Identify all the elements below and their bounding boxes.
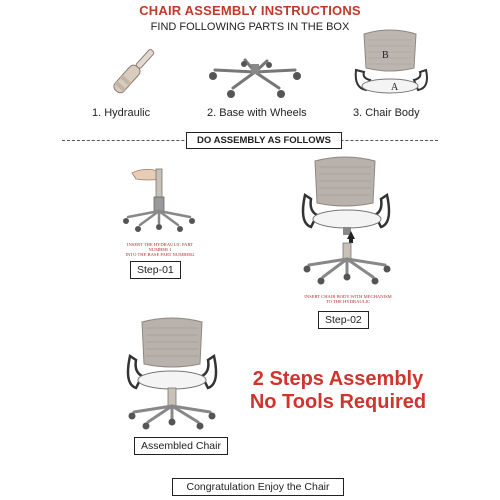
step1-caption-line1: INSERT THE HYDRAULIC PART NUMBER 1 bbox=[126, 242, 194, 252]
wheel-base-icon bbox=[205, 52, 305, 98]
section-label: DO ASSEMBLY AS FOLLOWS bbox=[186, 132, 342, 149]
chair-marker-b: B bbox=[382, 50, 389, 61]
step1-illustration bbox=[118, 165, 198, 237]
step1-caption-line2: INTO THE BASE PART NUMBER2 bbox=[125, 252, 195, 257]
page-subtitle: FIND FOLLOWING PARTS IN THE BOX bbox=[150, 21, 350, 33]
step2-label: Step-02 bbox=[318, 311, 369, 329]
promo-line-2: No Tools Required bbox=[249, 391, 427, 413]
footer-message: Congratulation Enjoy the Chair bbox=[172, 478, 344, 496]
step2-caption-line1: INSERT CHAIR BODY WITH MECHANISM bbox=[304, 294, 392, 299]
hydraulic-icon bbox=[105, 40, 165, 100]
step1-label: Step-01 bbox=[130, 261, 181, 279]
assembled-chair-label: Assembled Chair bbox=[134, 437, 228, 455]
step2-caption-line2: TO THE HYDRAULIC bbox=[325, 299, 371, 304]
step2-illustration bbox=[295, 155, 405, 290]
step2-caption bbox=[292, 294, 404, 304]
chair-marker-a: A bbox=[391, 82, 399, 93]
section-header bbox=[0, 130, 500, 150]
part-label-base: 2. Base with Wheels bbox=[207, 107, 307, 119]
assembled-chair-illustration bbox=[120, 318, 230, 430]
page-title: CHAIR ASSEMBLY INSTRUCTIONS bbox=[139, 3, 361, 18]
promo-text bbox=[248, 368, 428, 414]
part-label-chair-body: 3. Chair Body bbox=[353, 107, 420, 119]
step1-caption bbox=[120, 242, 200, 257]
part-label-hydraulic: 1. Hydraulic bbox=[92, 107, 151, 119]
promo-line-1: 2 Steps Assembly bbox=[252, 368, 424, 390]
